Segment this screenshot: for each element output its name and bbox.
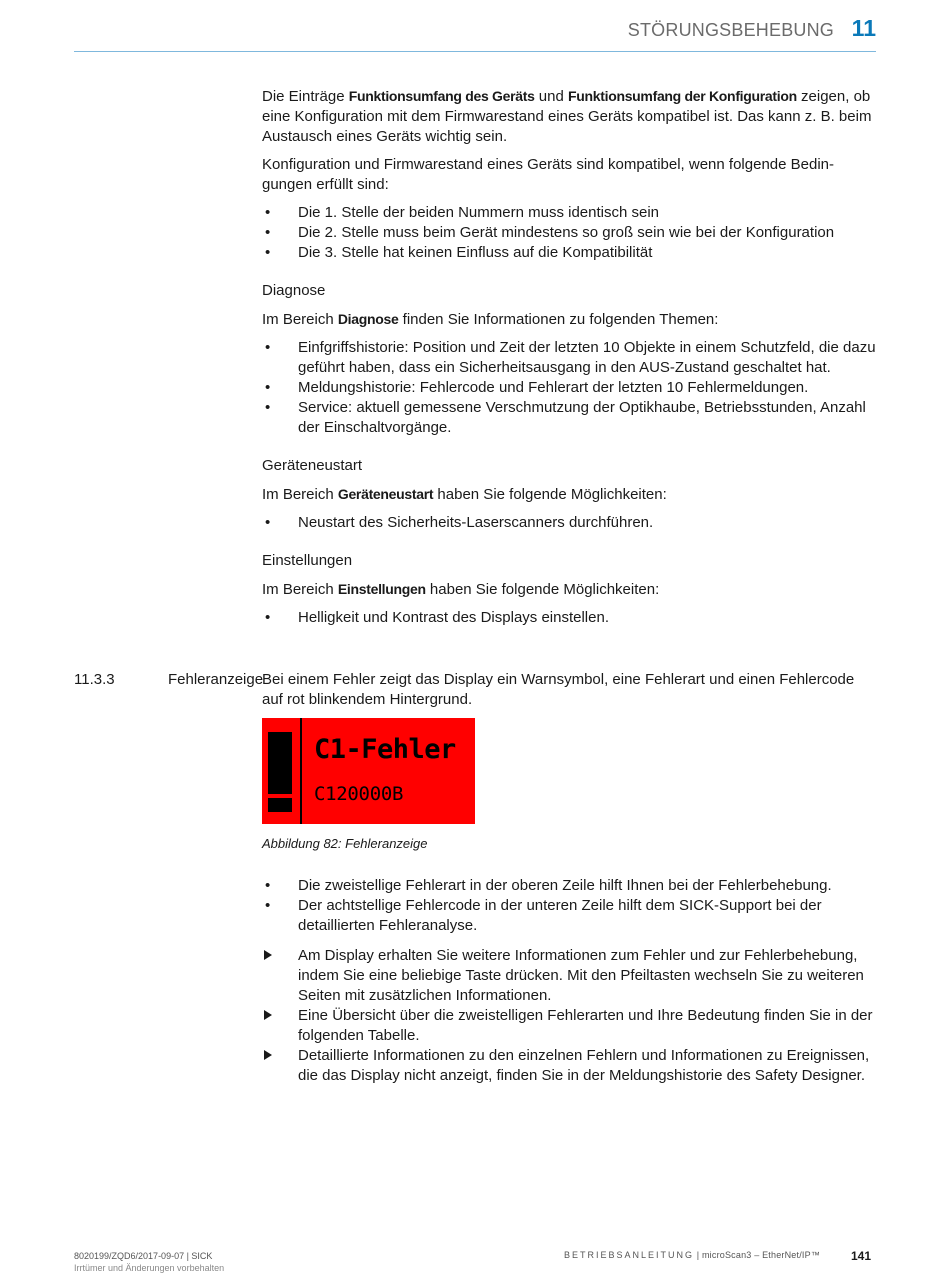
ui-term: Funktionsumfang des Geräts xyxy=(348,88,535,104)
list-item: • Der achtstellige Fehlercode in der unteren Zeile hilft dem SICK-Support bei der detaillierten Fehleranalyse. xyxy=(262,896,877,936)
header-rule xyxy=(74,51,876,52)
diagnose-lead: Im Bereich Diagnose finden Sie Informationen zu folgenden Themen: xyxy=(262,311,719,328)
error-display-image xyxy=(262,718,475,824)
error-info-list xyxy=(262,876,877,936)
compat-list xyxy=(262,203,877,263)
ui-term: Geräteneustart xyxy=(337,486,434,502)
chapter-title: STÖRUNGSBEHEBUNG xyxy=(627,20,834,40)
list-item: • Einfgriffshistorie: Position und Zeit der letzten 10 Objekte in einem Schutzfeld, die dazu geführt haben, dass ein Sicherheitsausgang in den AUS-Zustand geschaltet hat. xyxy=(262,338,877,378)
ui-term: Funktionsumfang der Konfiguration xyxy=(568,88,797,104)
list-item: • Die zweistellige Fehlerart in der oberen Zeile hilft Ihnen bei der Fehlerbehebung. xyxy=(262,876,877,896)
list-item: • Neustart des Sicherheits-Laserscanners durchführen. xyxy=(262,513,877,533)
footer-center xyxy=(564,1250,820,1260)
chapter-number: 11 xyxy=(851,15,876,41)
footer-product: | microScan3 – EtherNet/IP™ xyxy=(694,1250,821,1260)
settings-list xyxy=(262,608,877,628)
list-item: • Meldungshistorie: Fehlercode und Fehlerart der letzten 10 Fehlermeldungen. xyxy=(262,378,877,398)
action-item: Detaillierte Informationen zu den einzelnen Fehlern und Informationen zu Ereignissen, die das Display nicht anzeigt, finden Sie in der Meldungshistorie des Safety Designer. xyxy=(262,1046,877,1086)
footer-left xyxy=(74,1250,224,1274)
restart-heading: Geräteneustart xyxy=(262,457,363,474)
list-item: • Die 1. Stelle der beiden Nummern muss identisch sein xyxy=(262,203,877,223)
display-error-code: C120000B xyxy=(314,783,404,805)
restart-lead: Im Bereich Geräteneustart haben Sie folgende Möglichkeiten: xyxy=(262,486,667,503)
arrow-right-icon xyxy=(264,1050,272,1060)
ui-term: Einstellungen xyxy=(337,581,426,597)
section-title: Fehleranzeige xyxy=(168,671,264,688)
restart-list xyxy=(262,513,877,533)
action-list xyxy=(262,946,877,1086)
arrow-right-icon xyxy=(264,950,272,960)
settings-heading: Einstellungen xyxy=(262,552,353,569)
page-number: 141 xyxy=(851,1249,872,1263)
section-intro: Bei einem Fehler zeigt das Display ein Warnsymbol, eine Fehlerart und einen Fehlercode auf rot blinkendem Hintergrund. xyxy=(262,671,855,708)
action-item: Eine Übersicht über die zweistelligen Fehlerarten und Ihre Bedeutung finden Sie in der folgenden Tabelle. xyxy=(262,1006,877,1046)
footer-disclaimer: Irrtümer und Änderungen vorbehalten xyxy=(74,1263,225,1273)
display-error-type: C1-Fehler xyxy=(314,734,456,765)
footer-doc-type: BETRIEBSANLEITUNG xyxy=(564,1250,695,1260)
list-item: • Die 3. Stelle hat keinen Einfluss auf die Kompatibilität xyxy=(262,243,877,263)
section-number: 11.3.3 xyxy=(74,671,115,688)
display-divider xyxy=(300,718,302,824)
warning-exclamation-icon xyxy=(268,732,292,794)
diagnose-list xyxy=(262,338,877,438)
list-item: • Helligkeit und Kontrast des Displays einstellen. xyxy=(262,608,877,628)
warning-exclamation-dot xyxy=(268,798,292,812)
settings-lead: Im Bereich Einstellungen haben Sie folgende Möglichkeiten: xyxy=(262,581,660,598)
list-item: • Die 2. Stelle muss beim Gerät mindestens so groß sein wie bei der Konfiguration xyxy=(262,223,877,243)
page-header xyxy=(74,14,876,52)
intro-paragraph-2: Konfiguration und Firmwarestand eines Geräts sind kompatibel, wenn folgende Bedingungen erfüllt sind: xyxy=(262,156,834,193)
main-content xyxy=(262,86,877,1086)
action-item: Am Display erhalten Sie weitere Informationen zum Fehler und zur Fehlerbehebung, indem Sie eine beliebige Taste drücken. Mit den Pfeiltasten wechseln Sie zu weiteren Seiten mit zusätzlichen Informationen. xyxy=(262,946,877,1006)
diagnose-heading: Diagnose xyxy=(262,282,326,299)
list-item: • Service: aktuell gemessene Verschmutzung der Optikhaube, Betriebsstunden, Anzahl der Einschaltvorgänge. xyxy=(262,398,877,438)
figure-caption: Abbildung 82: Fehleranzeige xyxy=(262,836,428,851)
intro-paragraph-1: Die Einträge Funktionsumfang des Geräts und Funktionsumfang der Konfiguration zeigen, ob eine Konfiguration mit dem Firmwarestand eines Geräts kompatibel ist. Das kann z. B. beim Austausch eines Geräts wichtig sein. xyxy=(262,88,872,145)
arrow-right-icon xyxy=(264,1010,272,1020)
ui-term: Diagnose xyxy=(337,311,399,327)
footer-doc-id: 8020199/ZQD6/2017-09-07 | SICK xyxy=(74,1251,213,1261)
